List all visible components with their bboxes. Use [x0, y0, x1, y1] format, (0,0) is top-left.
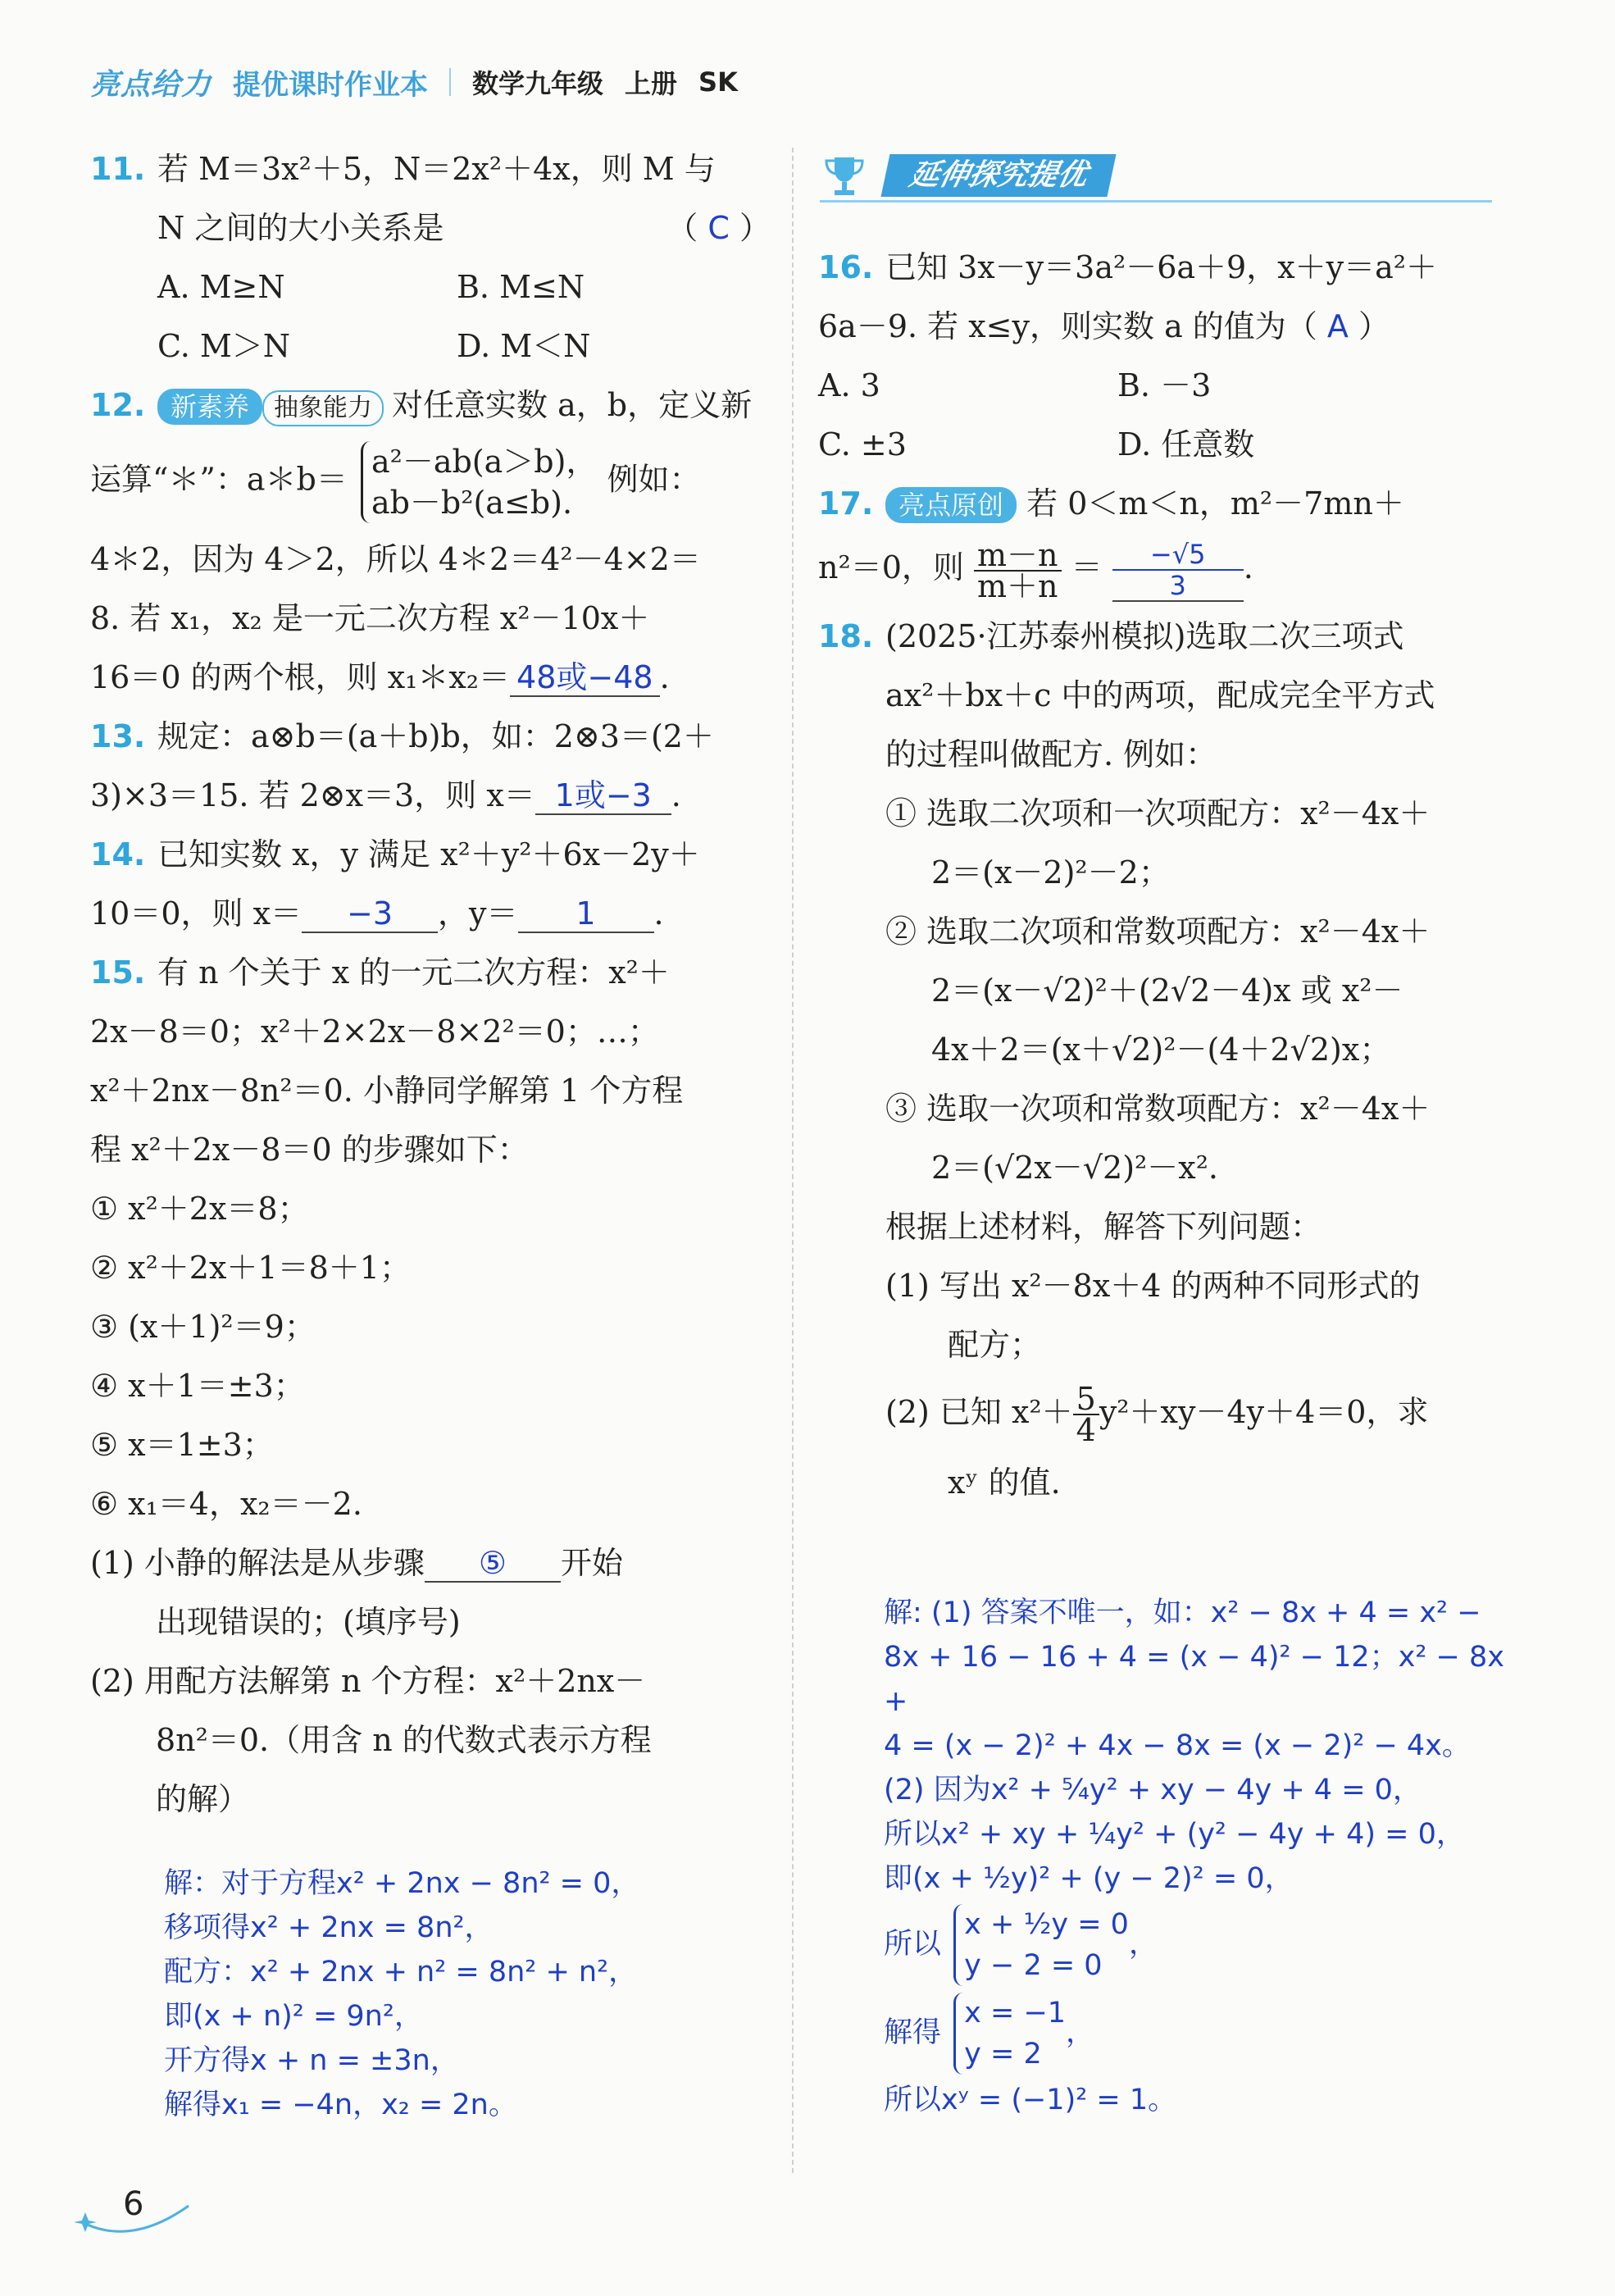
- answer: A: [1326, 308, 1349, 344]
- case-line: a²－ab(a＞b)，: [371, 444, 598, 480]
- stem-line: 8. 若 x₁，x₂ 是一元二次方程 x²－10x＋: [90, 600, 650, 636]
- stem-text: (2) 已知 x²＋: [885, 1393, 1073, 1430]
- stem-line: 4x＋2＝(x＋√2)²－(4＋2√2)x；: [931, 1031, 1391, 1068]
- stem-line: 规定：a⊗b＝(a＋b)b，如：2⊗3＝(2＋: [157, 718, 714, 754]
- stem-line: 16＝0 的两个根，则 x₁＊x₂＝ 48或−48 .: [90, 659, 670, 695]
- stem-text: 例如：: [607, 461, 701, 498]
- fraction: [1073, 1381, 1099, 1448]
- stem-line: 根据上述材料，解答下列问题：: [885, 1208, 1322, 1245]
- stem-line: 有 n 个关于 x 的一元二次方程：x²＋: [157, 954, 670, 991]
- answer-denominator: 3: [1169, 569, 1186, 601]
- system-line: y = 2: [964, 2038, 1042, 2070]
- stem-line: ① 选取二次项和一次项配方：x²－4x＋: [885, 795, 1431, 831]
- stem-text: N 之间的大小关系是: [157, 210, 444, 246]
- stem-line: 程 x²＋2x－8＝0 的步骤如下：: [90, 1132, 529, 1168]
- solution-text: 解得: [884, 2016, 942, 2049]
- system-line: x = −1: [964, 1997, 1067, 2029]
- answer-blank: 48或−48: [510, 659, 660, 697]
- solution-line: 解得 x = −1 y = 2 ，: [884, 1989, 1523, 2078]
- stem-text: 16＝0 的两个根，则 x₁＊x₂＝: [90, 659, 511, 695]
- stem-line: ② 选取二次项和常数项配方：x²－4x＋: [885, 913, 1431, 950]
- stem-line: 6a－9. 若 x≤y，则实数 a 的值为（ A ）: [818, 308, 1390, 344]
- choice-a: A. M≥N: [157, 269, 285, 305]
- solution-line: 配方：x² + 2nx + n² = 8n² + n²，: [164, 1956, 638, 1988]
- question-number: 12.: [90, 387, 146, 423]
- trophy-icon: [820, 151, 869, 200]
- page-header: [90, 57, 738, 107]
- choice-row: [818, 415, 1499, 474]
- stem-text: n²＝0，则: [818, 549, 964, 585]
- solution-line: 所以x² + xy + ¼y² + (y² − 4y + 4) = 0，: [884, 1818, 1465, 1851]
- solution-line: 移项得x² + 2nx = 8n²，: [164, 1911, 494, 1944]
- solution-line: 4 = (x − 2)² + 4x − 8x = (x − 2)² − 4x。: [884, 1729, 1471, 1762]
- stem-line: 2＝(x－2)²－2；: [931, 854, 1170, 891]
- equation-system: [953, 1904, 1129, 1986]
- question-13: [90, 707, 771, 825]
- fraction-denominator: m＋n: [976, 567, 1058, 604]
- choice-row: [818, 356, 1499, 415]
- solution-step: ⑥ x₁＝4，x₂＝－2.: [90, 1486, 362, 1522]
- stem-line: 已知 3x－y＝3a²－6a＋9，x＋y＝a²＋: [885, 249, 1438, 285]
- choice-d: D. M＜N: [457, 328, 591, 364]
- equals-sign: ＝: [1071, 549, 1103, 585]
- stem-text: 运算“＊”：a＊b＝: [90, 461, 348, 498]
- solution-line: 开方得x + n = ±3n，: [164, 2044, 459, 2077]
- solution-line: 8x + 16 − 16 + 4 = (x − 4)² − 12；x² − 8x +: [884, 1641, 1504, 1718]
- question-number: 17.: [818, 485, 874, 522]
- stem-line: 8n²＝0.（用含 n 的代数式表示方程: [156, 1722, 652, 1758]
- stem-text: (1) 小静的解法是从步骤: [90, 1545, 425, 1581]
- section-title: 延伸探究提优: [880, 154, 1116, 197]
- system-line: x + ½y = 0: [964, 1908, 1129, 1941]
- answer-blank-y: 1: [518, 895, 654, 933]
- stem-line: ax²＋bx＋c 中的两项，配成完全平方式: [885, 676, 1435, 713]
- question-18: [818, 607, 1499, 1513]
- tag-new-literacy: 新素养: [157, 389, 262, 425]
- solution-text: 所以: [884, 1928, 942, 1961]
- stem-text: 6a－9. 若 x≤y，则实数 a 的值为: [818, 308, 1286, 344]
- case-line: ab－b²(a≤b).: [371, 485, 573, 521]
- stem-line: [90, 435, 771, 530]
- solution-line: 解得x₁ = −4n，x₂ = 2n。: [164, 2089, 517, 2121]
- stem-line: ③ 选取一次项和常数项配方：x²－4x＋: [885, 1090, 1431, 1127]
- answer-numerator: −√5: [1112, 540, 1244, 571]
- choice-row: [157, 257, 771, 317]
- stem-line: 出现错误的；(填序号): [156, 1604, 461, 1640]
- solution-line: 解：对于方程x² + 2nx − 8n² = 0，: [164, 1867, 640, 1900]
- solution-step: ④ x＋1＝±3；: [90, 1368, 305, 1404]
- sub-question-1: (1) 写出 x²－8x＋4 的两种不同形式的: [885, 1267, 1421, 1304]
- stem-line: 10＝0，则 x＝ −3 ，y＝ 1 .: [90, 895, 664, 932]
- solution-line: (2) 因为x² + ⁵⁄₄y² + xy − 4y + 4 = 0，: [884, 1774, 1422, 1806]
- question-number: 18.: [818, 617, 874, 654]
- stem-line: n²＝0，则 $\frac{m-n}{m+n}$ ＝ $\frac{-√5}{3}$ .: [818, 536, 1253, 604]
- solution-step: ② x²＋2x＋1＝8＋1；: [90, 1250, 411, 1286]
- volume: 上册: [625, 68, 678, 99]
- header-separator: [449, 68, 451, 96]
- stem-line: (2025·江苏泰州模拟)选取二次三项式: [885, 617, 1404, 654]
- stem-line: 2x－8＝0；x²＋2×2x－8×2²＝0；…；: [90, 1014, 659, 1050]
- choice-c: C. ±3: [818, 426, 907, 462]
- subject: 数学九年级: [472, 68, 604, 99]
- stem-line: [157, 198, 771, 257]
- stem-text: 对任意实数 a，b，定义新: [392, 387, 753, 423]
- stem-line: 的过程叫做配方. 例如：: [885, 736, 1217, 772]
- choice-b: B. －3: [1117, 367, 1212, 403]
- stem-text: y²＋xy－4y＋4＝0，求: [1099, 1393, 1429, 1430]
- stem-line: x²＋2nx－8n²＝0. 小静同学解第 1 个方程: [90, 1073, 684, 1109]
- stem-text: 10＝0，则 x＝: [90, 895, 303, 932]
- system-line: y − 2 = 0: [964, 1949, 1103, 1982]
- answer-bracket: （ C ）: [666, 210, 771, 246]
- column-divider: [792, 148, 794, 2173]
- solution-step: ⑤ x＝1±3；: [90, 1427, 274, 1463]
- question-12: [90, 376, 771, 707]
- piecewise-definition: [361, 441, 598, 523]
- question-number: 15.: [90, 954, 146, 991]
- choice-b: B. M≤N: [457, 269, 585, 305]
- stem-line: 2＝(√2x－√2)²－x².: [931, 1149, 1219, 1186]
- stem-line: 已知实数 x，y 满足 x²＋y²＋6x－2y＋: [157, 836, 700, 872]
- equation-system: [953, 1993, 1066, 2075]
- edition: SK: [698, 66, 738, 98]
- question-15: [90, 943, 771, 1829]
- question-14: [90, 825, 771, 943]
- page-number: 6: [123, 2185, 144, 2223]
- left-column: [90, 139, 771, 1829]
- sub-question-1: [90, 1533, 771, 1592]
- solution-line: 即(x + ½y)² + (y − 2)² = 0，: [884, 1862, 1294, 1895]
- solution-step: ③ (x＋1)²＝9；: [90, 1309, 316, 1345]
- stem-line: xʸ 的值.: [948, 1465, 1061, 1501]
- stem-text: 开始: [560, 1545, 623, 1581]
- tag-original: 亮点原创: [885, 487, 1017, 523]
- brand-logo: 亮点给力: [90, 67, 212, 102]
- choice-a: A. 3: [818, 367, 880, 403]
- stem-line: 配方；: [948, 1326, 1042, 1363]
- question-number: 16.: [818, 249, 874, 285]
- solution-line: 即(x + n)² = 9n²，: [164, 2000, 423, 2033]
- tag-ability: 抽象能力: [262, 390, 384, 426]
- handwritten-solution-q15: [164, 1861, 754, 2127]
- question-number: 13.: [90, 718, 146, 754]
- section-banner: [820, 151, 1492, 203]
- stem-text: 若 0＜m＜n，m²－7mn＋: [1026, 485, 1404, 522]
- fraction-numerator: 5: [1073, 1384, 1099, 1415]
- solution-line: 所以 x + ½y = 0 y − 2 = 0 ，: [884, 1901, 1523, 1989]
- answer-blank: ⑤: [425, 1545, 561, 1583]
- choice-row: [157, 317, 771, 376]
- right-column: [818, 238, 1499, 1512]
- stem-line: 若 M＝3x²＋5，N＝2x²＋4x，则 M 与: [157, 151, 716, 187]
- fraction-numerator: m－n: [974, 540, 1062, 572]
- stem-line: [885, 474, 1499, 533]
- fraction-denominator: 4: [1076, 1412, 1096, 1448]
- solution-step: ① x²＋2x＝8；: [90, 1191, 309, 1227]
- fraction: [974, 536, 1062, 604]
- series-title: 提优课时作业本: [233, 68, 429, 102]
- stem-line: 的解）: [156, 1781, 250, 1817]
- answer-blank-fraction: [1112, 540, 1244, 602]
- stem-line: 3)×3＝15. 若 2⊗x＝3，则 x＝ 1或−3 .: [90, 777, 681, 813]
- sub-question-2: (2) 用配方法解第 n 个方程：x²＋2nx－: [90, 1663, 646, 1699]
- solution-line: 所以xʸ = (−1)² = 1。: [884, 2084, 1177, 2116]
- handwritten-solution-q18: [884, 1591, 1523, 2122]
- question-16: [818, 238, 1499, 474]
- question-17: [818, 474, 1499, 607]
- answer: C: [707, 210, 730, 246]
- stem-line: 2＝(x－√2)²＋(2√2－4)x 或 x²－: [931, 972, 1403, 1009]
- answer-blank: 1或−3: [535, 777, 671, 815]
- stem-text: ，y＝: [438, 895, 518, 932]
- stem-line: [157, 376, 771, 435]
- stem-text: 3)×3＝15. 若 2⊗x＝3，则 x＝: [90, 777, 535, 813]
- answer-blank-x: −3: [302, 895, 438, 933]
- question-number: 14.: [90, 836, 146, 872]
- stem-line: 4＊2，因为 4＞2，所以 4＊2＝4²－4×2＝: [90, 541, 701, 577]
- sub-question-2: [885, 1374, 1499, 1454]
- choice-c: C. M＞N: [157, 328, 291, 364]
- choice-d: D. 任意数: [1117, 426, 1255, 462]
- question-number: 11.: [90, 151, 146, 187]
- solution-line: 解: (1) 答案不唯一，如：x² − 8x + 4 = x² −: [884, 1597, 1481, 1629]
- question-11: [90, 139, 771, 376]
